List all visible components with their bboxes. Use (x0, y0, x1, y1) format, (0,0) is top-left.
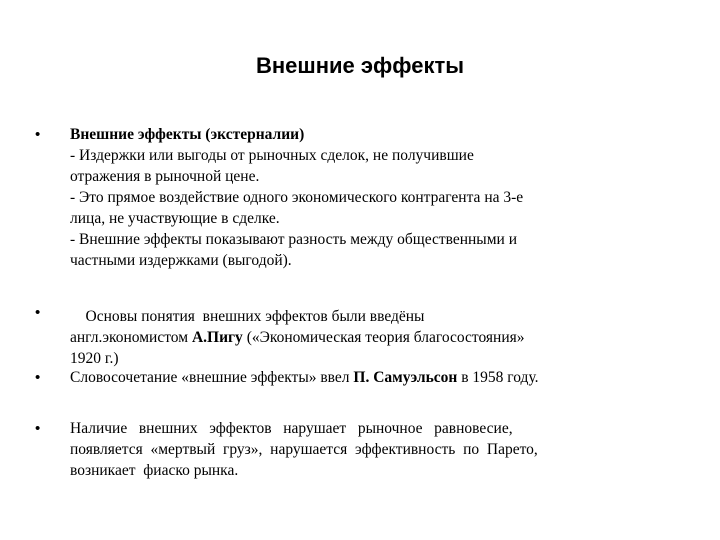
text-fragment: Словосочетание «внешние эффекты» ввел (70, 369, 354, 386)
bullet-line: 1920 г.) (70, 350, 119, 367)
bullet-line: Основы понятия внешних эффектов были введёны (70, 308, 425, 325)
slide-title: Внешние эффекты (255, 53, 465, 78)
bullet-heading: Внешние эффекты (экстерналии) (70, 126, 305, 143)
bullet-icon: • (35, 304, 41, 321)
bullet-line (70, 367, 685, 388)
author-name: А.Пигу (191, 329, 243, 346)
bullet-line (70, 327, 685, 348)
bullet-pigou (35, 306, 685, 369)
bullet-icon: • (35, 369, 41, 386)
text-fragment: («Экономическая теория благосостояния» (242, 329, 525, 346)
bullet-icon: • (35, 420, 41, 437)
bullet-line: отражения в рыночной цене. (70, 168, 260, 185)
bullet-line: - Это прямое воздействие одного экономического контрагента на 3-е (70, 189, 524, 206)
bullet-line: - Внешние эффекты показывают разность между общественными и (70, 231, 517, 248)
bullet-body (70, 124, 685, 271)
bullet-line: возникает фиаско рынка. (70, 462, 239, 479)
bullet-line: - Издержки или выгоды от рыночных сделок, не получившие (70, 147, 474, 164)
bullet-body (70, 306, 685, 369)
author-name: П. Самуэльсон (353, 369, 458, 386)
bullet-externalities (35, 124, 685, 271)
bullet-line: частными издержками (выгодой). (70, 252, 292, 269)
bullet-line: появляется «мертвый груз», нарушается эффективность по Парето, (70, 441, 538, 458)
bullet-icon: • (35, 126, 41, 143)
bullet-market-failure (35, 418, 685, 481)
bullet-samuelson (35, 367, 685, 388)
bullet-body (70, 418, 685, 481)
bullet-body (70, 367, 685, 388)
text-fragment: англ.экономистом (70, 329, 192, 346)
bullet-line: лица, не участвующие в сделке. (70, 210, 280, 227)
bullet-line: Наличие внешних эффектов нарушает рыночное равновесие, (70, 420, 513, 437)
text-fragment: в 1958 году. (457, 369, 539, 386)
